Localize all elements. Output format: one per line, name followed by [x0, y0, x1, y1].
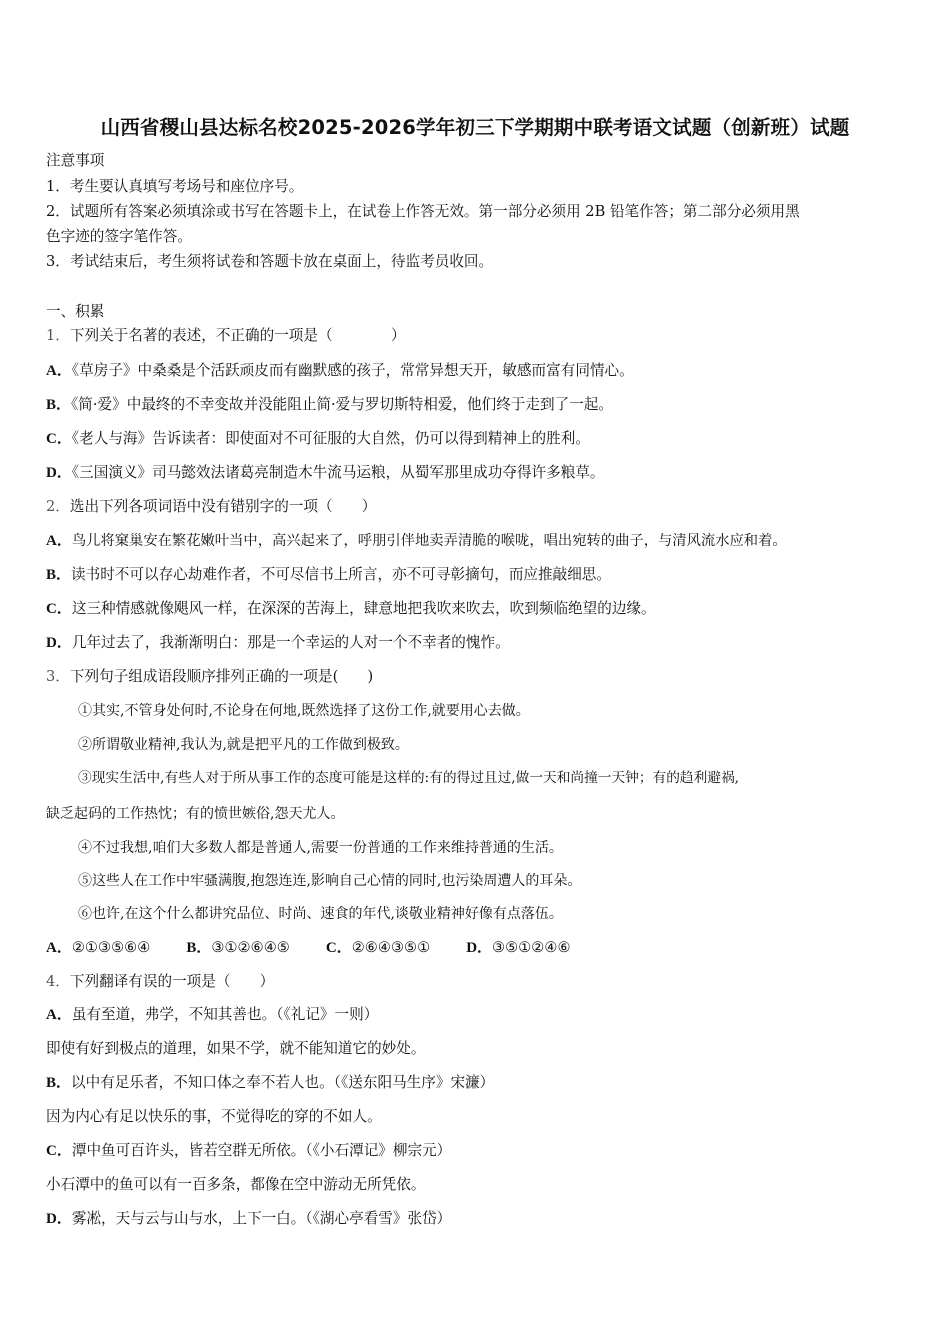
notice-item: 1．考生要认真填写考场号和座位序号。 — [46, 178, 304, 195]
question-text: 下列翻译有误的一项是（ ） — [69, 973, 275, 990]
option-row — [46, 531, 787, 551]
question-number: 2． — [46, 498, 70, 515]
notice-heading: 注意事项 — [46, 152, 105, 169]
option-text: ③⑤①②④⑥ — [492, 939, 571, 956]
option-text: 这三种情感就像飓风一样，在深深的苦海上，肆意地把我吹来吹去，吹到频临绝望的边缘。 — [71, 600, 656, 617]
option-row — [46, 361, 634, 381]
question-text: 下列句子组成语段顺序排列正确的一项是( ) — [69, 668, 374, 685]
option-text: 雾凇，天与云与山与水，上下一白。（《湖心亭看雪》张岱） — [71, 1210, 452, 1227]
option-label: C． — [46, 431, 72, 447]
option-label: D． — [466, 940, 493, 956]
option-text: 虽有至道，弗学，不知其善也。（《礼记》一则） — [71, 1006, 379, 1023]
option-label: A． — [46, 533, 72, 549]
option-text: 潭中鱼可百许头，皆若空群无所依。（《小石潭记》柳宗元） — [71, 1142, 452, 1159]
option — [46, 938, 150, 958]
sentence-item: 缺乏起码的工作热忱；有的愤世嫉俗,怨天尤人。 — [46, 806, 345, 822]
question-text: 选出下列各项词语中没有错别字的一项（ ） — [69, 498, 377, 515]
option-row — [46, 429, 590, 449]
option-text: ③①②⑥④⑤ — [211, 939, 290, 956]
option-row — [46, 565, 611, 585]
page-title: 山西省稷山县达标名校2025-2026学年初三下学期期中联考语文试题（创新班）试题 — [100, 116, 850, 139]
option-text: ②⑥④③⑤① — [351, 939, 431, 956]
option-label: D． — [46, 465, 72, 481]
translation-text: 因为内心有足以快乐的事，不觉得吃的穿的不如人。 — [46, 1108, 382, 1125]
option-row — [46, 633, 510, 653]
option-label: A． — [46, 940, 72, 956]
option-label: A． — [46, 1007, 72, 1023]
option-text: 读书时不可以存心劫难作者，不可尽信书上所言，亦不可寻彰摘句，而应推敲细思。 — [71, 566, 611, 583]
translation-text: 即使有好到极点的道理，如果不学，就不能知道它的妙处。 — [46, 1040, 426, 1057]
option — [466, 938, 570, 958]
question-4-stem — [46, 972, 274, 992]
option-label: C． — [46, 601, 72, 617]
sentence-item: ①其实,不管身处何时,不论身在何地,既然选择了这份工作,就要用心去做。 — [78, 703, 530, 719]
option — [186, 938, 290, 958]
sentence-item: ⑤这些人在工作中牢骚满腹,抱怨连连,影响自己心情的同时,也污染周遭人的耳朵。 — [78, 873, 582, 889]
sentence-item: ③现实生活中,有些人对于所从事工作的态度可能是这样的:有的得过且过,做一天和尚撞一天钟；有的趋利避祸, — [78, 770, 739, 786]
option-text: ②①③⑤⑥④ — [71, 939, 151, 956]
sentence-item: ②所谓敬业精神,我认为,就是把平凡的工作做到极致。 — [78, 737, 409, 753]
option-row — [46, 1005, 378, 1025]
question-number: 4． — [46, 973, 70, 990]
option-text: 《简·爱》中最终的不幸变故并没能阻止简·爱与罗切斯特相爱，他们终于走到了一起。 — [71, 396, 613, 413]
question-2-stem — [46, 497, 376, 517]
option — [326, 938, 430, 958]
option-row — [46, 463, 605, 483]
notice-item: 色字迹的签字笔作答。 — [46, 228, 192, 245]
question-3-stem — [46, 667, 373, 687]
option-row — [46, 599, 656, 619]
question-text: 下列关于名著的表述，不正确的一项是（ ） — [69, 327, 406, 344]
sentence-item: ④不过我想,咱们大多数人都是普通人,需要一份普通的工作来维持普通的生活。 — [78, 840, 563, 856]
option-label: B． — [46, 567, 72, 583]
option-text: 几年过去了，我渐渐明白：那是一个幸运的人对一个不幸者的愧怍。 — [71, 634, 510, 651]
option-row — [46, 1209, 451, 1229]
option-row — [46, 1073, 494, 1093]
notice-item: 3．考试结束后，考生须将试卷和答题卡放在桌面上，待监考员收回。 — [46, 253, 494, 270]
option-label: D． — [46, 1211, 72, 1227]
question-number: 1． — [46, 327, 70, 344]
option-label: D． — [46, 635, 72, 651]
option-label: B． — [46, 1075, 72, 1091]
option-row — [46, 395, 613, 415]
option-text: 鸟儿将窠巢安在繁花嫩叶当中，高兴起来了，呼朋引伴地卖弄清脆的喉咙，唱出宛转的曲子，与清风流水应和着。 — [71, 533, 787, 549]
question-number: 3． — [46, 668, 70, 685]
option-row — [46, 1141, 451, 1161]
section-heading: 一、积累 — [46, 303, 105, 320]
sentence-item: ⑥也许,在这个什么都讲究品位、时尚、速食的年代,谈敬业精神好像有点落伍。 — [78, 906, 563, 922]
option-text: 《老人与海》告诉读者：即使面对不可征服的大自然，仍可以得到精神上的胜利。 — [71, 430, 590, 447]
option-label: C． — [46, 1143, 72, 1159]
options-row — [46, 938, 607, 958]
translation-text: 小石潭中的鱼可以有一百多条，都像在空中游动无所凭依。 — [46, 1176, 426, 1193]
option-text: 《三国演义》司马懿效法诸葛亮制造木牛流马运粮，从蜀军那里成功夺得许多粮草。 — [71, 464, 605, 481]
option-label: B． — [46, 397, 72, 413]
option-label: B． — [186, 940, 212, 956]
notice-item: 2．试题所有答案必须填涂或书写在答题卡上，在试卷上作答无效。第一部分必须用 2B 铅笔作答；第二部分必须用黑 — [46, 203, 800, 220]
option-label: A． — [46, 363, 72, 379]
question-1-stem — [46, 326, 406, 346]
option-label: C． — [325, 940, 352, 956]
option-text: 以中有足乐者，不知口体之奉不若人也。（《送东阳马生序》宋濂） — [71, 1074, 495, 1091]
option-text: 《草房子》中桑桑是个活跃顽皮而有幽默感的孩子，常常异想天开，敏感而富有同情心。 — [71, 362, 634, 379]
